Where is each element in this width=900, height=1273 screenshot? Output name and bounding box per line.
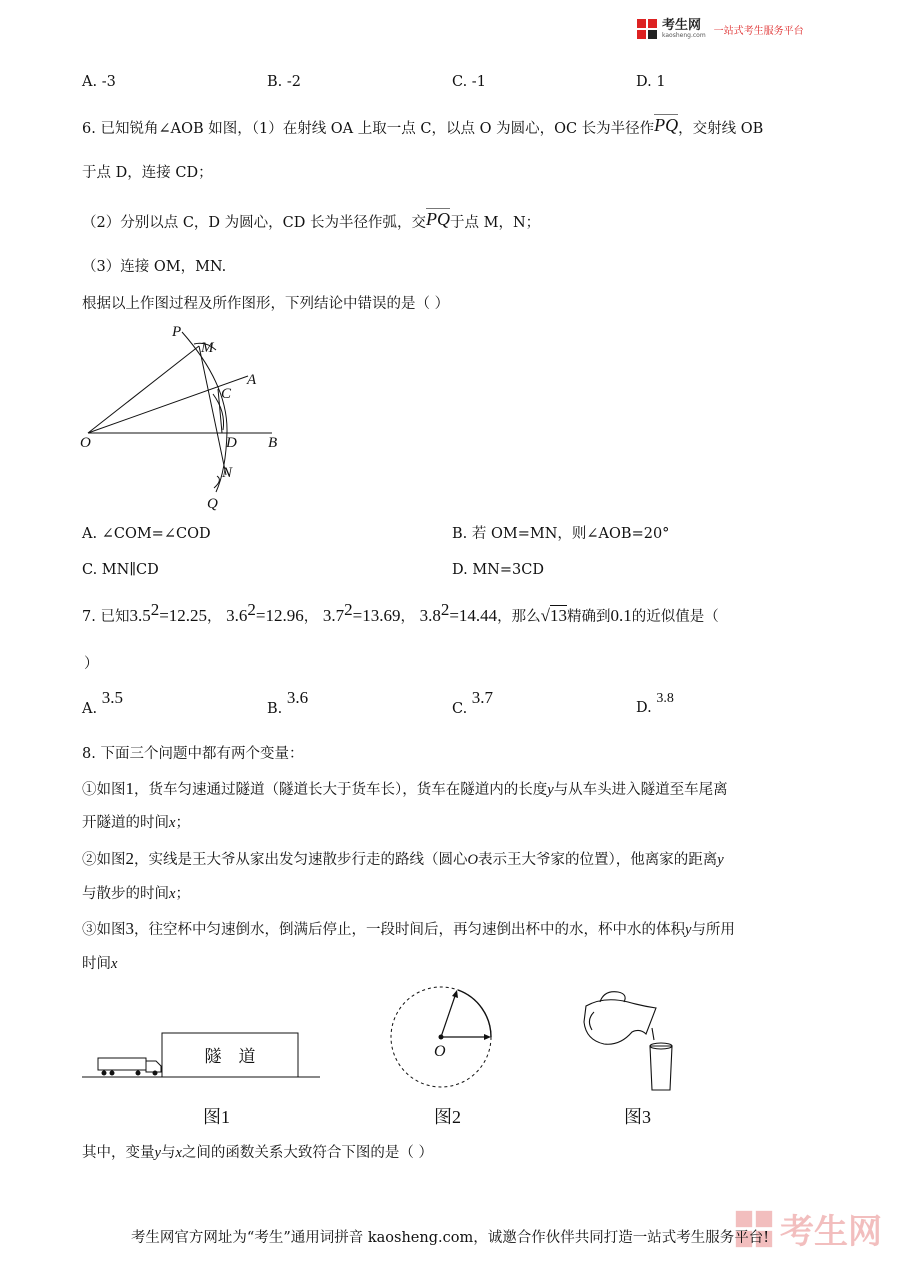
q8-text: 表示王大爷家的位置），他离家的距离 <box>477 852 718 868</box>
q8-text: 时间 <box>82 956 111 972</box>
option-label: D. <box>636 74 652 90</box>
q8-text: ； <box>175 886 190 902</box>
q7-text: 7. 已知 <box>82 608 130 625</box>
q7-option-d[interactable] <box>636 688 674 716</box>
q7-option-a[interactable] <box>82 688 123 717</box>
q5-option-a[interactable] <box>82 72 116 92</box>
q8-text: 其中，变量 <box>82 1145 155 1161</box>
q5-option-b[interactable] <box>267 72 301 92</box>
q7-close-paren: ） <box>84 656 99 672</box>
q6-geometry-figure <box>76 320 296 515</box>
fig-ref: 3 <box>125 919 134 938</box>
q8-text: ，货车匀速通过隧道（隧道长大于货车长），货车在隧道内的长度 <box>134 782 548 798</box>
q8-item1-line1 <box>82 779 728 800</box>
footer-text: 考生网官方网址为“考生”通用词拼音 kaosheng.com，诚邀合作伙伴共同打造一站式考生服务平台! <box>130 1230 770 1246</box>
q5-option-d[interactable] <box>636 72 666 92</box>
label-p: P <box>172 324 182 340</box>
q7-option-b[interactable] <box>267 688 309 717</box>
watermark-text: 考生网 <box>780 1212 882 1252</box>
q8-text: ； <box>175 815 190 831</box>
q8-item3-line2 <box>82 954 117 974</box>
q5-option-c[interactable] <box>452 72 486 92</box>
q6-text: ，交射线 OB <box>678 121 764 137</box>
q8-item3-line1 <box>82 919 735 940</box>
q7-expr-base: 3.6 <box>226 605 248 625</box>
option-label: C. <box>452 701 468 717</box>
q7-expr-val: =13.69 <box>352 605 401 625</box>
option-label: A. <box>82 526 98 542</box>
q7-expr-val: =12.25 <box>159 605 208 625</box>
option-label: D. <box>636 700 652 716</box>
q8-text: ②如图 <box>82 852 126 868</box>
header-slogan: 一站式考生服务平台 <box>713 25 804 37</box>
tunnel-label: 隧 道 <box>204 1047 256 1066</box>
option-label: A. <box>82 74 98 90</box>
option-text: -2 <box>286 74 301 90</box>
q7-line1 <box>82 600 719 627</box>
q7-expr-exp: 2 <box>440 600 450 619</box>
q7-text: 精确到 <box>567 608 611 625</box>
option-text: MN∥CD <box>101 562 159 578</box>
q8-text: 之间的函数关系大致符合下图的是（ ） <box>181 1145 433 1161</box>
q7-expr-exp: 2 <box>344 600 353 619</box>
option-text: -3 <box>101 74 116 90</box>
q7-sep: ， <box>400 608 415 625</box>
q6-option-a[interactable] <box>82 524 211 544</box>
q7-text: 的近似值是（ <box>631 608 719 625</box>
option-text: 3.5 <box>101 688 123 707</box>
option-text: 若 OM=MN，则∠AOB=20° <box>471 526 670 542</box>
q8-question <box>82 1143 433 1163</box>
label-d: D <box>226 435 237 451</box>
sqrt-arg: 13 <box>550 605 567 625</box>
option-label: C. <box>452 74 468 90</box>
logo-mark-icon <box>636 18 658 40</box>
var-x: x <box>175 1145 182 1161</box>
q8-text: 开隧道的时间 <box>82 815 169 831</box>
option-text: MN=3CD <box>472 562 544 578</box>
q6-option-c[interactable] <box>82 560 159 580</box>
q8-item2-line2 <box>82 884 190 904</box>
option-label: C. <box>82 562 98 578</box>
q7-expr-val: =12.96 <box>255 605 304 625</box>
arc-pq: PQ <box>654 115 679 135</box>
q6-line4: （3）连接 OM，MN. <box>82 259 227 275</box>
q7-text: ，那么 <box>497 608 541 625</box>
q6-line1 <box>82 116 763 139</box>
q6-line3 <box>82 210 540 233</box>
q6-text: （2）分别以点 C，D 为圆心，CD 长为半径作弧，交 <box>82 215 426 231</box>
q8-text: 与 <box>160 1145 176 1161</box>
q8-text: 与从车头进入隧道至车尾离 <box>553 782 728 798</box>
option-label: B. <box>452 526 468 542</box>
q6-text: 于点 M，N； <box>450 215 541 231</box>
q7-precision: 0.1 <box>610 605 632 625</box>
label-q: Q <box>207 496 218 512</box>
option-text: 3.6 <box>286 688 309 707</box>
fig1-tunnel <box>82 1025 322 1085</box>
fig-ref: 1 <box>125 779 134 798</box>
label-m: M <box>201 340 214 356</box>
fig2-center-label: O <box>434 1043 446 1060</box>
fig3-pouring <box>580 988 680 1093</box>
q8-text: ，往空杯中匀速倒水，倒满后停止，一段时间后，再匀速倒出杯中的水，杯中水的体积 <box>134 922 685 938</box>
var-y: y <box>685 922 692 938</box>
fig-ref: 2 <box>125 849 134 868</box>
label-b: B <box>268 435 278 451</box>
option-label: D. <box>452 562 468 578</box>
var-y: y <box>154 1145 161 1161</box>
q8-text: 与所用 <box>691 922 735 938</box>
fig3-caption: 图3 <box>624 1107 651 1127</box>
q7-expr-base: 3.5 <box>129 605 151 625</box>
option-label: A. <box>82 701 98 717</box>
option-label: B. <box>267 701 283 717</box>
label-c: C <box>221 386 232 402</box>
q8-item1-line2 <box>82 813 190 833</box>
var-y: y <box>547 782 554 798</box>
label-o: O <box>80 435 91 451</box>
sqrt-expr: √13 <box>540 605 567 625</box>
label-a: A <box>247 372 257 388</box>
label-n: N <box>222 465 233 481</box>
var-y: y <box>717 852 724 868</box>
truck-icon <box>98 1058 161 1076</box>
q7-expr-exp: 2 <box>150 600 160 619</box>
fig2-walk-path <box>388 984 498 1094</box>
arc-pq: PQ <box>426 209 450 229</box>
option-text: ∠COM=∠COD <box>101 526 211 542</box>
q8-item2-line1 <box>82 849 724 870</box>
var-x: x <box>111 956 118 972</box>
q7-expr-exp: 2 <box>247 600 256 619</box>
q7-expr-base: 3.8 <box>419 605 441 625</box>
q6-option-b[interactable] <box>452 524 669 544</box>
q6-text: 6. 已知锐角∠AOB 如图，（1）在射线 OA 上取一点 C，以点 O 为圆心，OC 长为半径作 <box>82 121 655 137</box>
q7-expr-base: 3.7 <box>322 605 345 625</box>
q6-line2: 于点 D，连接 CD； <box>82 165 213 181</box>
q8-text: ①如图 <box>82 782 126 798</box>
q8-text: 与散步的时间 <box>82 886 169 902</box>
q8-text: ，实线是王大爷从家出发匀速散步行走的路线（圆心 <box>134 852 468 868</box>
q8-intro: 8. 下面三个问题中都有两个变量： <box>82 746 304 762</box>
header-logo[interactable] <box>636 14 804 44</box>
option-text: 3.7 <box>471 688 494 707</box>
q7-sep: ， <box>207 608 222 625</box>
q7-expr-val: =14.44 <box>449 605 498 625</box>
option-label: B. <box>267 74 283 90</box>
var-x: x <box>169 886 176 902</box>
q7-option-c[interactable] <box>452 688 494 717</box>
q6-option-d[interactable] <box>452 560 544 580</box>
fig1-caption: 图1 <box>203 1107 230 1127</box>
option-text: -1 <box>471 74 486 90</box>
q7-sep: ， <box>303 608 319 625</box>
option-text: 1 <box>656 74 666 90</box>
fig2-caption: 图2 <box>434 1107 461 1127</box>
q6-question: 根据以上作图过程及所作图形，下列结论中错误的是（ ） <box>82 296 450 312</box>
option-text: 3.8 <box>656 691 674 706</box>
q8-text: ③如图 <box>82 922 126 938</box>
logo-name: 考生网 <box>662 18 702 33</box>
var-o: O <box>467 852 478 868</box>
logo-domain: kaosheng.com <box>662 32 706 39</box>
var-x: x <box>169 815 176 831</box>
